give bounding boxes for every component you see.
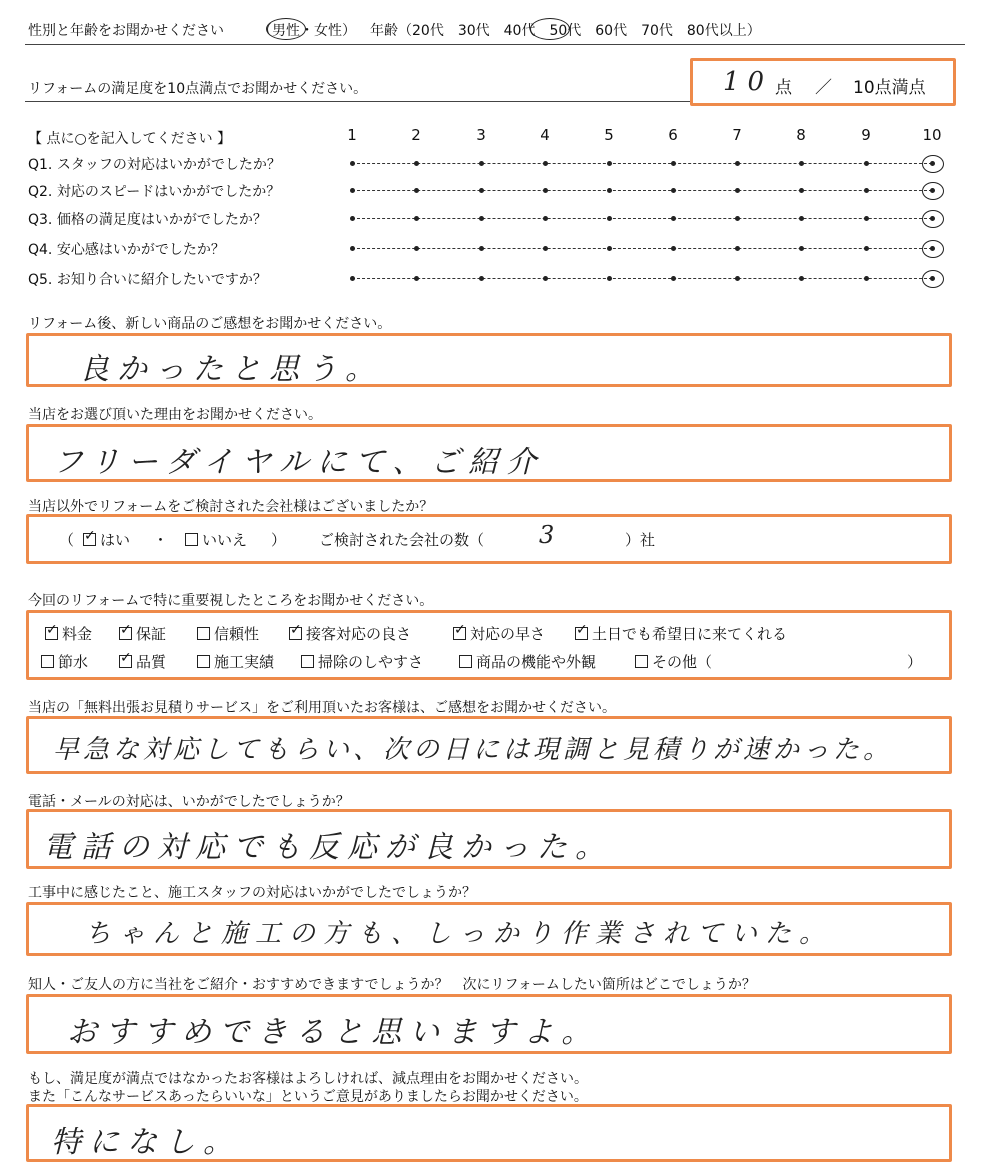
scale-point[interactable]: [543, 161, 548, 166]
yes-option: [83, 529, 130, 550]
staff-answer: ちゃんと施工の方も、しっかり作業されていた。: [85, 919, 834, 949]
scale-point[interactable]: [799, 161, 804, 166]
priority-label: 商品の機能や外観: [476, 653, 597, 671]
scale-point[interactable]: [735, 276, 740, 281]
priority-option[interactable]: [197, 623, 259, 644]
impression-answer-box: [26, 333, 952, 387]
priority-checkbox[interactable]: [575, 627, 588, 640]
satisfaction-unit: 点: [775, 78, 792, 98]
gender-options: （男性・女性）: [258, 23, 356, 39]
age-label: 年齢（20代 30代 40代 50代 60代 70代 80代以上）: [370, 23, 761, 39]
scale-point[interactable]: [735, 246, 740, 251]
scale-number: 10: [922, 126, 942, 144]
scale-point[interactable]: [607, 276, 612, 281]
priority-checkbox[interactable]: [459, 655, 472, 668]
priority-label: 節水: [58, 653, 89, 671]
comments-question-line1: もし、満足度が満点ではなかったお客様はよろしければ、減点理由をお聞かせください。: [28, 1071, 588, 1087]
priority-option[interactable]: [41, 651, 88, 672]
scale-number: 9: [861, 126, 871, 144]
scale-point[interactable]: [350, 246, 355, 251]
scale-point[interactable]: [607, 246, 612, 251]
scale-point[interactable]: [864, 188, 869, 193]
scale-point[interactable]: [543, 246, 548, 251]
scale-point[interactable]: [735, 216, 740, 221]
scale-point[interactable]: [414, 276, 419, 281]
scale-point[interactable]: [479, 161, 484, 166]
company-count-suffix: ）社: [625, 531, 656, 549]
scale-question-label: Q1. スタッフの対応はいかがでしたか？: [28, 157, 281, 173]
scale-number: 1: [347, 126, 357, 144]
other-close-paren: ）: [907, 653, 923, 671]
priority-option[interactable]: [119, 623, 166, 644]
priorities-question: 今回のリフォームで特に重要視したところをお聞かせください。: [28, 593, 434, 609]
scale-line: [352, 190, 932, 191]
priorities-row-2: [41, 651, 931, 673]
scale-point[interactable]: [607, 188, 612, 193]
scale-line: [352, 248, 932, 249]
scale-line: [352, 218, 932, 219]
staff-answer-box: [26, 902, 952, 956]
satisfaction-question: リフォームの満足度を10点満点でお聞かせください。: [28, 81, 368, 97]
priority-label: 土日でも希望日に来てくれる: [592, 625, 788, 643]
estimate-question: 当店の「無料出張お見積りサービス」をご利用頂いたお客様は、ご感想をお聞かせください。: [28, 700, 616, 716]
scale-point[interactable]: [607, 216, 612, 221]
selected-score-circle: [922, 182, 944, 200]
priority-option[interactable]: [289, 623, 411, 644]
scale-point[interactable]: [671, 188, 676, 193]
gender-label: 性別と年齢をお聞かせください: [28, 23, 224, 39]
header-divider: [25, 44, 965, 45]
satisfaction-score-value: 10: [723, 67, 773, 97]
scale-number: 8: [796, 126, 806, 144]
scale-point[interactable]: [350, 216, 355, 221]
recommend-answer-box: [26, 994, 952, 1054]
priority-checkbox[interactable]: [301, 655, 314, 668]
priority-option[interactable]: [635, 651, 712, 672]
scale-line: [352, 278, 932, 279]
yes-checkbox: [83, 533, 96, 546]
impression-answer: 良かったと思う。: [79, 352, 383, 387]
priority-checkbox[interactable]: [45, 627, 58, 640]
staff-question: 工事中に感じたこと、施工スタッフの対応はいかがでしたでしょうか？: [28, 885, 476, 901]
no-checkbox: [185, 533, 198, 546]
scale-point[interactable]: [735, 188, 740, 193]
close-paren: ）: [271, 531, 287, 549]
recommend-question: 知人・ご友人の方に当社をご紹介・おすすめできますでしょうか？ 次にリフォームしたい箇所はどこでしょうか？: [28, 977, 756, 993]
priority-label: 接客対応の良さ: [306, 625, 412, 643]
scale-point[interactable]: [479, 188, 484, 193]
selected-score-circle: [922, 270, 944, 288]
scale-point[interactable]: [479, 246, 484, 251]
priority-checkbox[interactable]: [41, 655, 54, 668]
phone-answer-box: [26, 809, 952, 869]
scale-point[interactable]: [543, 188, 548, 193]
phone-answer: 電話の対応でも反応が良かった。: [43, 830, 613, 865]
priority-label: 対応の早さ: [470, 625, 546, 643]
scale-point[interactable]: [671, 246, 676, 251]
yes-label: はい: [100, 531, 131, 549]
priority-label: 料金: [62, 625, 93, 643]
scale-point[interactable]: [799, 246, 804, 251]
scale-number: 7: [732, 126, 742, 144]
reason-answer: フリーダイヤルにて、ご紹介: [53, 445, 545, 480]
scale-point[interactable]: [864, 246, 869, 251]
company-count-value: 3: [539, 521, 563, 549]
other-companies-question: 当店以外でリフォームをご検討された会社様はございましたか？: [28, 499, 434, 515]
scale-point[interactable]: [414, 246, 419, 251]
satisfaction-score-box: [690, 58, 956, 106]
priority-label: 掃除のしやすさ: [318, 653, 424, 671]
scale-number: 5: [604, 126, 614, 144]
priority-option[interactable]: [45, 623, 92, 644]
estimate-answer: 早急な対応してもらい、次の日には現調と見積りが速かった。: [53, 735, 894, 765]
priority-label: 信頼性: [214, 625, 260, 643]
satisfaction-separator: ／: [815, 78, 832, 98]
scale-question-label: Q3. 価格の満足度はいかがでしたか？: [28, 212, 267, 228]
priority-label: その他（: [652, 653, 713, 671]
priority-option[interactable]: [197, 651, 274, 672]
scale-point[interactable]: [799, 276, 804, 281]
dot-separator: ・: [153, 531, 169, 549]
comments-question-line2: また「こんなサービスあったらいいな」というご意見がありましたらお聞かせください。: [28, 1089, 588, 1105]
scale-point[interactable]: [671, 161, 676, 166]
priority-label: 保証: [136, 625, 167, 643]
comments-answer-box: [26, 1104, 952, 1162]
scale-point[interactable]: [350, 276, 355, 281]
satisfaction-max-label: 10点満点: [853, 78, 926, 98]
priority-checkbox[interactable]: [453, 627, 466, 640]
scale-point[interactable]: [350, 161, 355, 166]
scale-question-label: Q5. お知り合いに紹介したいですか？: [28, 272, 267, 288]
scale-number: 3: [476, 126, 486, 144]
age-selected-mark: [530, 18, 570, 40]
satisfaction-underline: [25, 101, 690, 102]
scale-number: 6: [668, 126, 678, 144]
priority-label: 品質: [136, 653, 167, 671]
scale-point[interactable]: [864, 276, 869, 281]
priority-label: 施工実績: [214, 653, 275, 671]
scale-point[interactable]: [735, 161, 740, 166]
selected-score-circle: [922, 155, 944, 173]
scale-point[interactable]: [543, 216, 548, 221]
priority-checkbox[interactable]: [635, 655, 648, 668]
open-paren: （: [59, 531, 75, 549]
priority-checkbox[interactable]: [289, 627, 302, 640]
priority-checkbox[interactable]: [197, 655, 210, 668]
scale-point[interactable]: [414, 161, 419, 166]
gender-selected-mark: [266, 18, 306, 40]
selected-score-circle: [922, 240, 944, 258]
priority-option[interactable]: [119, 651, 166, 672]
estimate-answer-box: [26, 716, 952, 774]
scale-point[interactable]: [479, 216, 484, 221]
reason-answer-box: [26, 424, 952, 482]
other-companies-answer-box: [26, 514, 952, 564]
impression-question: リフォーム後、新しい商品のご感想をお聞かせください。: [28, 316, 392, 332]
phone-question: 電話・メールの対応は、いかがでしたでしょうか？: [28, 794, 350, 810]
comments-answer: 特になし。: [51, 1125, 241, 1160]
priority-checkbox[interactable]: [119, 627, 132, 640]
reason-question: 当店をお選び頂いた理由をお聞かせください。: [28, 407, 322, 423]
scale-point[interactable]: [799, 216, 804, 221]
scale-point[interactable]: [414, 188, 419, 193]
scale-point[interactable]: [864, 216, 869, 221]
recommend-answer: おすすめできると思いますよ。: [67, 1015, 600, 1050]
scale-point[interactable]: [799, 188, 804, 193]
no-option: [185, 529, 247, 550]
priority-option[interactable]: [575, 623, 787, 644]
scale-point[interactable]: [543, 276, 548, 281]
scale-point[interactable]: [671, 216, 676, 221]
priority-option[interactable]: [453, 623, 545, 644]
scale-point[interactable]: [607, 161, 612, 166]
scale-point[interactable]: [864, 161, 869, 166]
scale-point[interactable]: [671, 276, 676, 281]
priorities-row-1: [45, 623, 935, 645]
no-label: いいえ: [202, 531, 248, 549]
scale-number: 4: [540, 126, 550, 144]
priority-option[interactable]: [459, 651, 596, 672]
scale-point[interactable]: [350, 188, 355, 193]
selected-score-circle: [922, 210, 944, 228]
company-count-label: ご検討された会社の数（: [319, 531, 485, 549]
priority-option[interactable]: [301, 651, 423, 672]
priorities-answer-box: [26, 610, 952, 680]
scale-point[interactable]: [414, 216, 419, 221]
scale-question-label: Q2. 対応のスピードはいかがでしたか？: [28, 184, 281, 200]
priority-checkbox[interactable]: [119, 655, 132, 668]
priority-checkbox[interactable]: [197, 627, 210, 640]
scale-number: 2: [411, 126, 421, 144]
scale-point[interactable]: [479, 276, 484, 281]
scale-question-label: Q4. 安心感はいかがでしたか？: [28, 242, 225, 258]
scale-instruction: 【 点に○を記入してください 】: [28, 131, 232, 147]
scale-line: [352, 163, 932, 164]
